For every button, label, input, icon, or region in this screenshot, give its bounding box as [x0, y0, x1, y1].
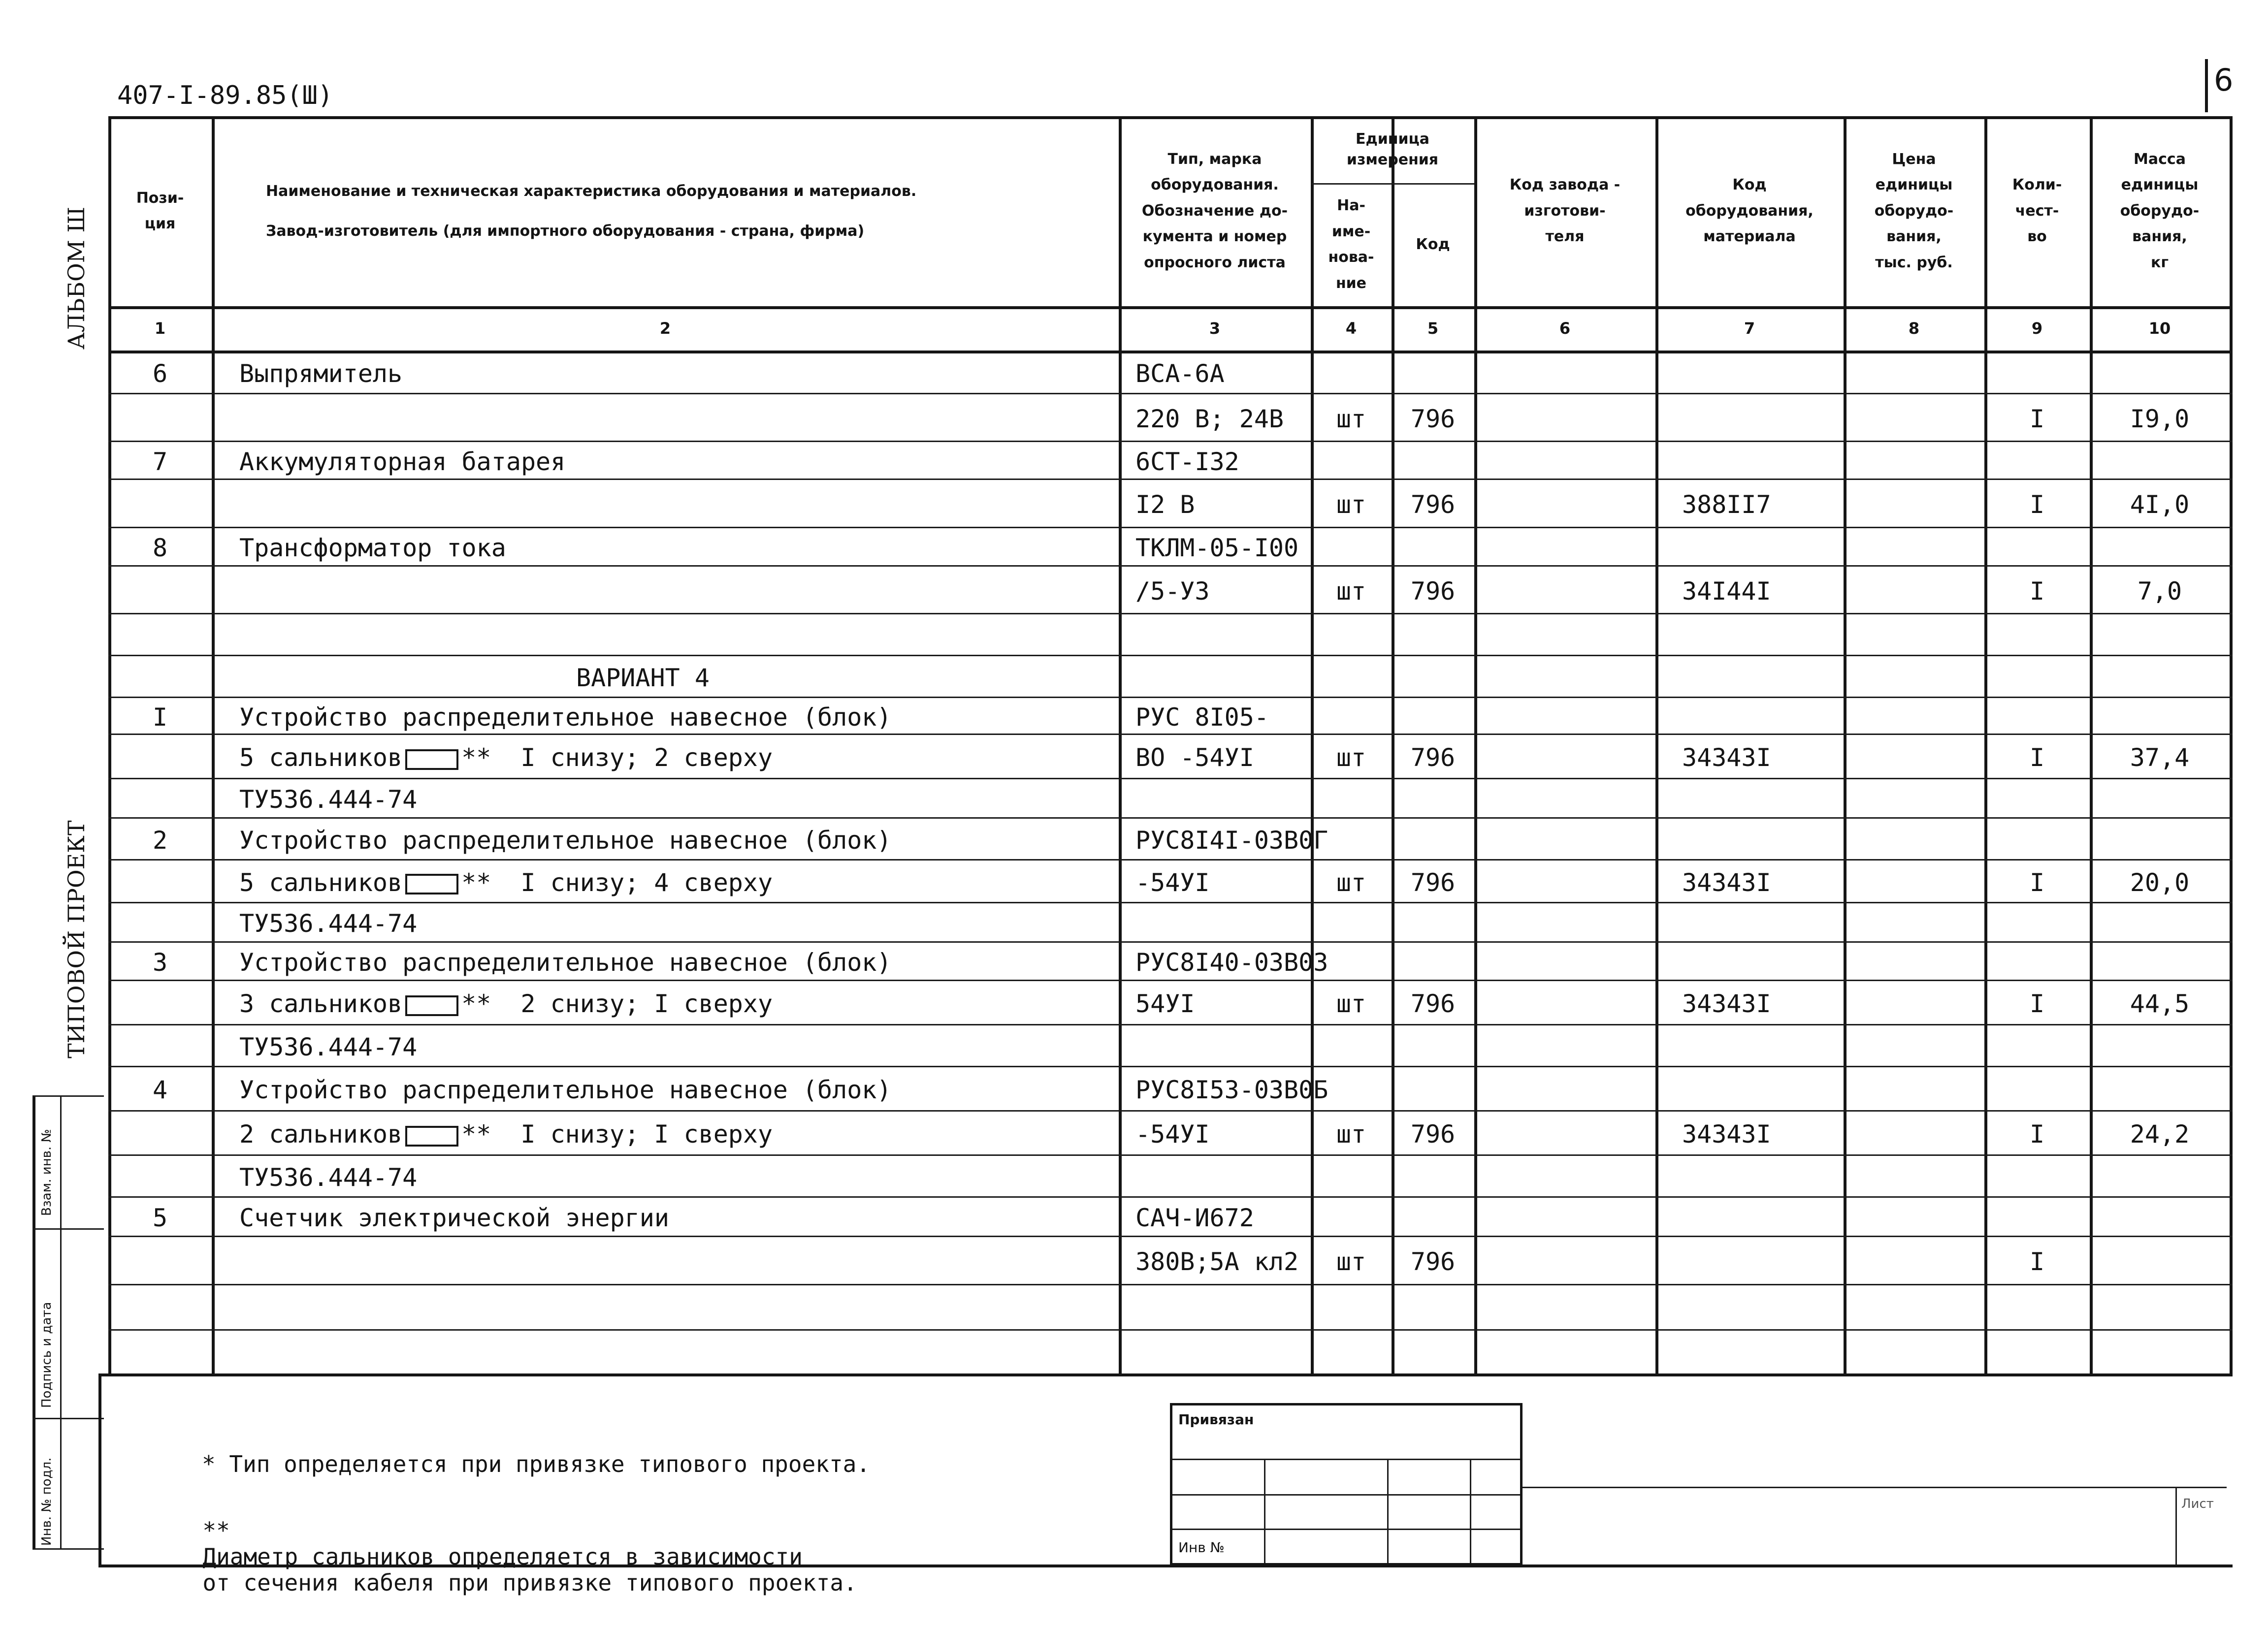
row-quantity: I — [2029, 1120, 2045, 1149]
column-header: Цена единицы оборудо- вания, тыс. руб. — [1874, 150, 1954, 271]
footnote-1 — [202, 1451, 870, 1477]
row-unit-code: 796 — [1410, 1120, 1456, 1149]
row-quantity: I — [2029, 490, 2045, 519]
footnote-ref: ** — [461, 868, 491, 897]
stamp-strip-bottom — [32, 1548, 104, 1550]
table-row — [0, 655, 2268, 697]
table-row — [0, 613, 2268, 655]
gland-diameter-box — [405, 749, 458, 770]
row-quantity: I — [2029, 743, 2045, 772]
row-name — [239, 745, 773, 770]
row-quantity: I — [2029, 576, 2045, 606]
row-equipment-code: 34343I — [1682, 743, 1771, 772]
column-header: Масса единицы оборудо- вания, кг — [2120, 150, 2200, 271]
row-type: РУС 8I05- — [1135, 702, 1269, 732]
gland-placement: 2 снизу; I сверху — [520, 990, 773, 1018]
album-label: АЛЬБОМ Ш — [63, 207, 90, 350]
row-unit: шт — [1336, 576, 1366, 606]
gland-diameter-box — [405, 995, 458, 1016]
gland-count: 5 сальников — [239, 743, 403, 772]
row-unit: шт — [1336, 490, 1366, 519]
table-row — [0, 441, 2268, 479]
table-row — [0, 697, 2268, 734]
document-code: 407-I-89.85(Ш) — [117, 81, 333, 110]
stamp-strip-divider-2 — [32, 1418, 104, 1419]
stamp-vzam-inv: Взам. инв. № — [39, 1129, 54, 1216]
table-row — [0, 902, 2268, 941]
row-mass: 7,0 — [2137, 576, 2182, 606]
row-position: 3 — [152, 948, 168, 977]
row-name: Устройство распределительное навесное (блок) — [239, 1076, 892, 1104]
gland-count: 5 сальников — [239, 868, 403, 897]
row-mass: 20,0 — [2130, 868, 2190, 897]
column-number: 4 — [1345, 319, 1357, 338]
column-header: Код оборудования, материала — [1685, 176, 1814, 246]
row-mass: 4I,0 — [2130, 490, 2190, 519]
binding-col-3 — [1470, 1459, 1471, 1563]
row-name: Трансформатор тока — [239, 534, 506, 562]
row-type: РУС8I4I-03В0Г — [1135, 826, 1328, 855]
row-type: ВО -54УI — [1135, 743, 1254, 772]
row-name: Аккумуляторная батарея — [239, 447, 566, 476]
gland-placement: I снизу; 2 сверху — [520, 743, 773, 772]
sheet-number-divider — [2205, 59, 2208, 112]
sheet-box-left — [2175, 1487, 2177, 1565]
table-row-line — [108, 1329, 2233, 1331]
frame-left-lower — [98, 1373, 101, 1565]
row-type: РУС8I53-03В0Б — [1135, 1076, 1328, 1104]
binding-line-2 — [1172, 1494, 1520, 1496]
row-name — [239, 1122, 773, 1147]
row-mass: 24,2 — [2130, 1120, 2190, 1149]
row-type: /5-У3 — [1135, 576, 1210, 606]
row-name: Устройство распределительное навесное (блок) — [239, 826, 892, 855]
row-name: ТУ536.444-74 — [239, 1032, 418, 1061]
sheet-label: Лист — [2181, 1497, 2214, 1511]
row-position: 5 — [152, 1204, 168, 1232]
row-name: Счетчик электрической энергии — [239, 1204, 669, 1232]
table-row — [0, 1066, 2268, 1110]
stamp-podpis-data: Подпись и дата — [39, 1302, 54, 1408]
row-type: -54УI — [1135, 868, 1210, 897]
row-name: ТУ536.444-74 — [239, 785, 418, 814]
row-equipment-code: 34343I — [1682, 1120, 1771, 1149]
table-row — [0, 1196, 2268, 1236]
table-row — [0, 1284, 2268, 1329]
row-unit: шт — [1336, 1247, 1366, 1276]
column-header: Тип, марка оборудования. Обозначение до- кумента и номер опросного листа — [1141, 150, 1288, 271]
column-number: 10 — [2148, 319, 2171, 338]
column-number: 7 — [1744, 319, 1755, 338]
row-quantity: I — [2029, 1247, 2045, 1276]
table-row — [0, 941, 2268, 980]
row-type: I2 В — [1135, 490, 1195, 519]
table-row — [0, 351, 2268, 393]
title-block-top — [1523, 1487, 2227, 1488]
column-header: На- име- нова- ние — [1328, 197, 1374, 292]
row-quantity: I — [2029, 990, 2045, 1018]
row-name: Устройство распределительное навесное (блок) — [239, 702, 892, 732]
column-header: Коли- чест- во — [2012, 176, 2062, 246]
row-type: -54УI — [1135, 1120, 1210, 1149]
stamp-inv-podl: Инв. № подл. — [39, 1457, 54, 1546]
row-position: 8 — [152, 534, 168, 562]
row-type: 220 В; 24В — [1135, 404, 1284, 433]
row-name: ТУ536.444-74 — [239, 1163, 418, 1192]
row-unit-code: 796 — [1410, 576, 1456, 606]
footnote-ref: ** — [461, 990, 491, 1018]
binding-line-3 — [1172, 1529, 1520, 1530]
row-unit: шт — [1336, 1120, 1366, 1149]
row-unit-code: 796 — [1410, 990, 1456, 1018]
row-type: ТКЛМ-05-I00 — [1135, 534, 1299, 562]
row-type: 6СТ-I32 — [1135, 447, 1239, 476]
unit-group-header: Единица измерения — [1346, 130, 1439, 168]
table-row — [0, 1236, 2268, 1284]
gland-diameter-box — [405, 1126, 458, 1147]
row-equipment-code: 34343I — [1682, 868, 1771, 897]
footnote-ref: ** — [461, 743, 491, 772]
row-quantity: I — [2029, 404, 2045, 433]
column-number: 3 — [1209, 319, 1221, 338]
table-row — [0, 565, 2268, 613]
row-name: ТУ536.444-74 — [239, 909, 418, 938]
table-row — [0, 479, 2268, 527]
row-name: Выпрямитель — [239, 359, 403, 388]
footnote-mark: * — [202, 1451, 216, 1477]
binding-line-1 — [1172, 1459, 1520, 1460]
column-header: Код — [1416, 235, 1450, 253]
row-mass: 37,4 — [2130, 743, 2190, 772]
gland-count: 3 сальников — [239, 990, 403, 1018]
binding-col-2 — [1387, 1459, 1389, 1563]
binding-inv-label: Инв № — [1178, 1539, 1225, 1556]
footnote-mark: ** — [202, 1517, 230, 1544]
row-unit-code: 796 — [1410, 1247, 1456, 1276]
row-position: 4 — [152, 1076, 168, 1104]
column-header: Наименование и техническая характеристика оборудования и материалов. Завод-изготовитель (для импортного оборудования - страна, фирма) — [266, 183, 917, 240]
column-number: 6 — [1559, 319, 1571, 338]
row-position: I — [152, 702, 168, 732]
footnote-text: Тип определяется при привязке типового проекта. — [229, 1451, 871, 1477]
row-name — [239, 991, 773, 1016]
binding-col-1 — [1264, 1459, 1265, 1563]
binding-title: Привязан — [1178, 1411, 1254, 1428]
table-row — [0, 1110, 2268, 1154]
row-equipment-code: 34I44I — [1682, 576, 1771, 606]
row-type: РУС8I40-03В03 — [1135, 948, 1328, 977]
row-unit-code: 796 — [1410, 490, 1456, 519]
row-mass: 44,5 — [2130, 990, 2190, 1018]
row-unit: шт — [1336, 990, 1366, 1018]
table-row — [0, 393, 2268, 441]
footnote-text: Диаметр сальников определяется в зависимости от сечения кабеля при привязке типового проекта. — [202, 1543, 857, 1596]
column-number: 1 — [154, 319, 166, 338]
table-row — [0, 527, 2268, 565]
typical-project-label: ТИПОВОЙ ПРОЕКТ — [63, 820, 90, 1058]
table-row — [0, 859, 2268, 902]
table-row — [0, 1154, 2268, 1196]
table-row — [0, 1024, 2268, 1066]
table-bottom-line — [98, 1373, 2233, 1376]
row-position: 7 — [152, 447, 168, 476]
column-number: 9 — [2031, 319, 2043, 338]
column-header: Код завода - изготови- теля — [1509, 176, 1620, 246]
row-name: Устройство распределительное навесное (блок) — [239, 948, 892, 977]
row-equipment-code: 34343I — [1682, 990, 1771, 1018]
footnote-ref: ** — [461, 1120, 491, 1149]
column-number: 8 — [1908, 319, 1920, 338]
row-position: 6 — [152, 359, 168, 388]
footnote-2 — [175, 1492, 857, 1596]
gland-count: 2 сальников — [239, 1120, 403, 1149]
table-row — [0, 778, 2268, 817]
row-unit-code: 796 — [1410, 743, 1456, 772]
column-number: 2 — [659, 319, 671, 338]
gland-placement: I снизу; 4 сверху — [520, 868, 773, 897]
row-equipment-code: 388II7 — [1682, 490, 1771, 519]
row-unit: шт — [1336, 868, 1366, 897]
row-type: 380В;5А кл2 — [1135, 1247, 1299, 1276]
table-row — [0, 734, 2268, 778]
row-type: 54УI — [1135, 990, 1195, 1018]
binding-block — [1170, 1403, 1523, 1565]
sheet-number: 6 — [2214, 62, 2234, 98]
row-position: 2 — [152, 826, 168, 855]
row-unit-code: 796 — [1410, 868, 1456, 897]
gland-placement: I снизу; I сверху — [520, 1120, 773, 1149]
row-type: ВСА-6А — [1135, 359, 1225, 388]
row-quantity: I — [2029, 868, 2045, 897]
row-unit: шт — [1336, 404, 1366, 433]
column-header: Пози- ция — [136, 189, 184, 232]
row-unit: шт — [1336, 743, 1366, 772]
row-name — [239, 870, 773, 895]
column-number: 5 — [1427, 319, 1439, 338]
table-row — [0, 980, 2268, 1024]
gland-diameter-box — [405, 874, 458, 894]
row-mass: I9,0 — [2130, 404, 2190, 433]
row-unit-code: 796 — [1410, 404, 1456, 433]
row-section-title: ВАРИАНТ 4 — [576, 663, 710, 692]
row-type: САЧ-И672 — [1135, 1204, 1254, 1232]
table-row — [0, 817, 2268, 859]
